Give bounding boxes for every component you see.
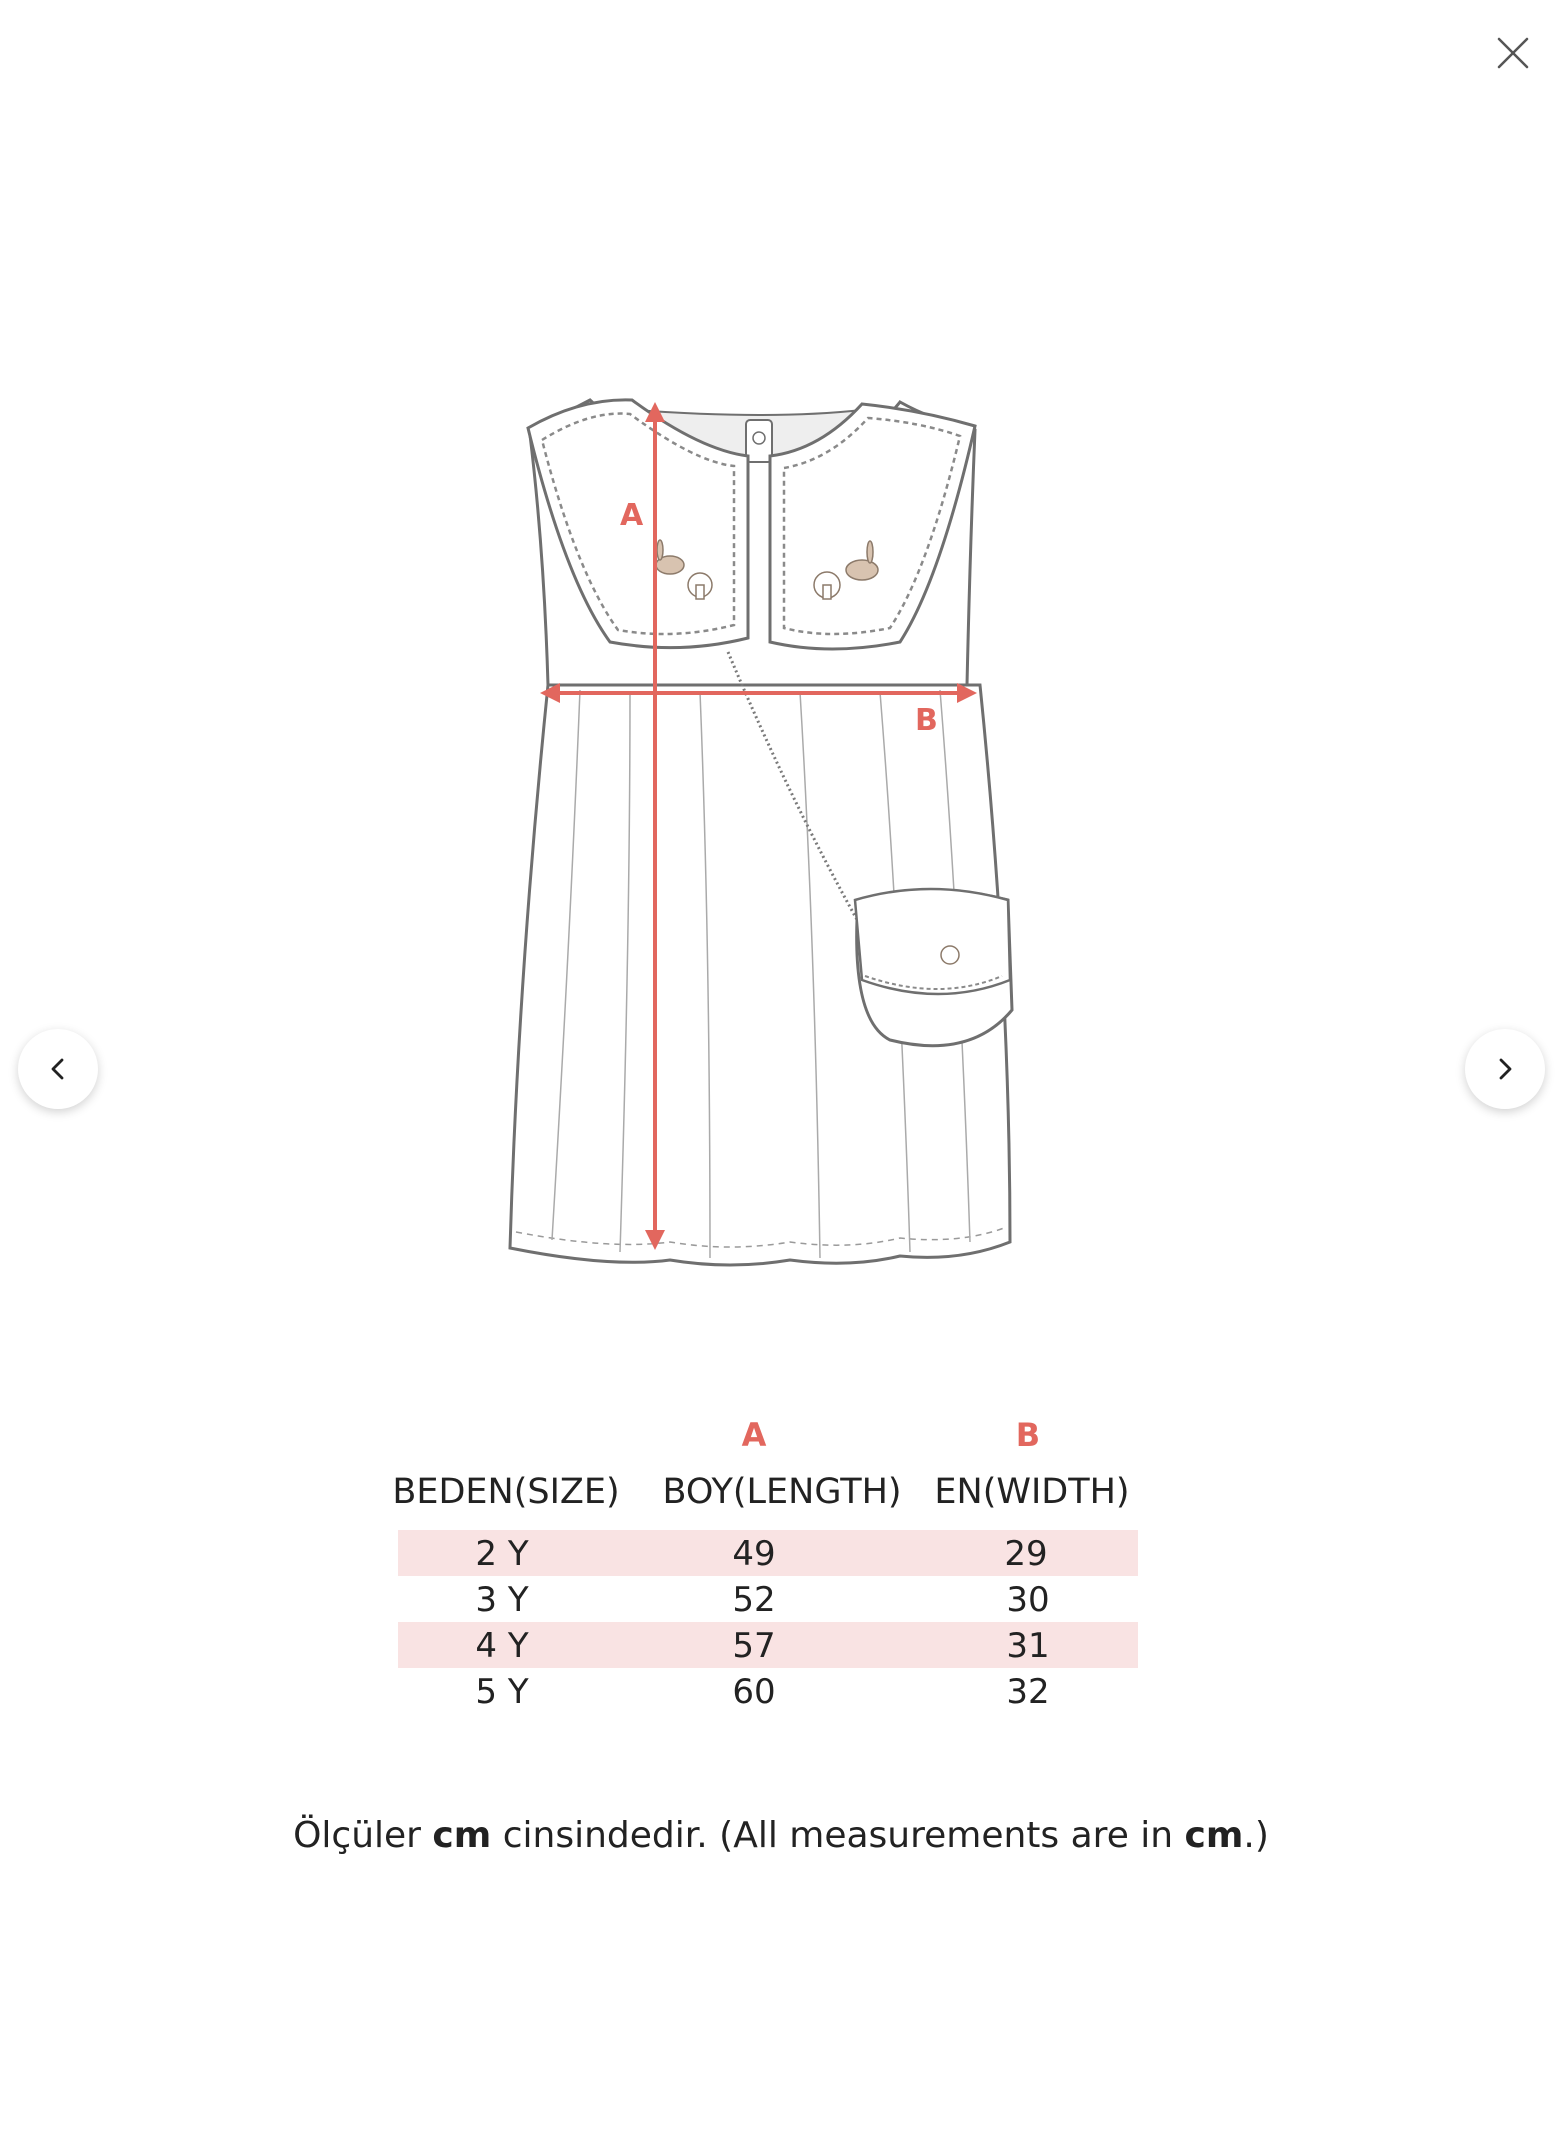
note-unit-2: cm xyxy=(1184,1815,1244,1856)
cell-length: 49 xyxy=(732,1534,776,1574)
cell-size: 4 Y xyxy=(475,1626,529,1666)
column-letter-row xyxy=(398,1410,1138,1466)
cell-width: 32 xyxy=(1006,1672,1050,1712)
note-unit-1: cm xyxy=(432,1815,492,1856)
cell-size: 2 Y xyxy=(475,1534,529,1574)
chevron-right-icon xyxy=(1490,1054,1520,1084)
close-icon xyxy=(1490,30,1536,76)
cell-width: 30 xyxy=(1006,1580,1050,1620)
measurement-note xyxy=(0,1815,1562,1856)
dress-measurement-diagram xyxy=(470,380,1070,1280)
cell-width: 31 xyxy=(1006,1626,1050,1666)
size-chart-table xyxy=(392,1410,1138,1714)
cell-width: 29 xyxy=(1004,1534,1048,1574)
header-size: BEDEN(SIZE) xyxy=(392,1472,620,1512)
table-row xyxy=(398,1576,1138,1622)
column-letter-a: A xyxy=(741,1416,767,1454)
header-width: EN(WIDTH) xyxy=(934,1472,1130,1512)
note-text-3: .) xyxy=(1243,1815,1269,1856)
cell-size: 3 Y xyxy=(475,1580,529,1620)
next-image-button[interactable] xyxy=(1465,1029,1545,1109)
table-header-row xyxy=(392,1466,1138,1530)
cell-length: 52 xyxy=(732,1580,776,1620)
header-length: BOY(LENGTH) xyxy=(662,1472,902,1512)
column-letter-b: B xyxy=(1015,1416,1041,1454)
measure-label-b: B xyxy=(915,703,938,738)
previous-image-button[interactable] xyxy=(18,1029,98,1109)
measure-label-a: A xyxy=(620,498,644,533)
table-row xyxy=(398,1530,1138,1576)
table-row xyxy=(398,1622,1138,1668)
table-row xyxy=(398,1668,1138,1714)
cell-size: 5 Y xyxy=(475,1672,529,1712)
note-text-2: cinsindedir. (All measurements are in xyxy=(491,1815,1185,1856)
cell-length: 57 xyxy=(732,1626,776,1666)
close-button[interactable] xyxy=(1490,30,1536,76)
note-text-1: Ölçüler xyxy=(293,1815,433,1856)
cell-length: 60 xyxy=(732,1672,776,1712)
chevron-left-icon xyxy=(43,1054,73,1084)
